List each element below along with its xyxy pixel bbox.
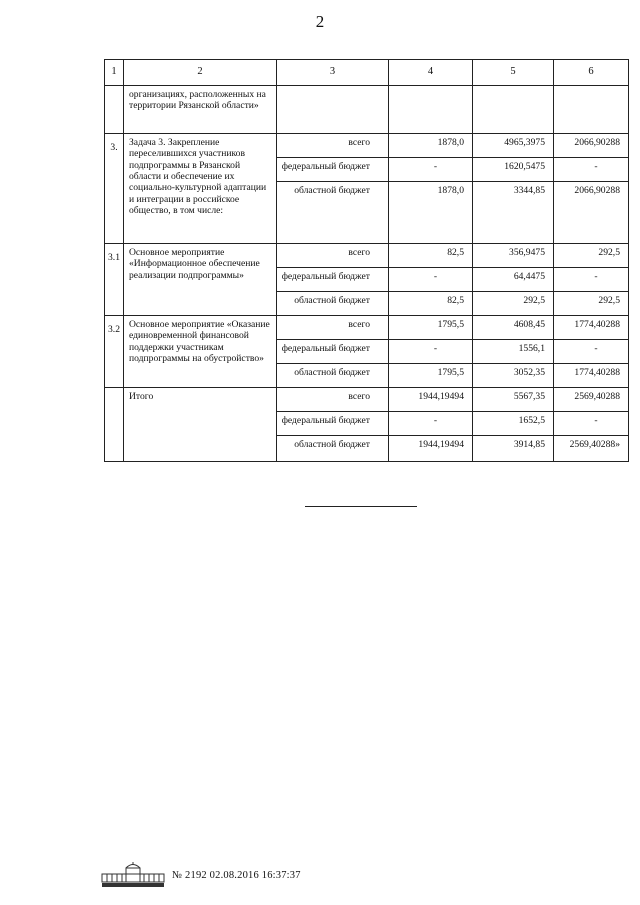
value-cell: 1878,0 <box>389 134 473 158</box>
table-header-row <box>105 60 629 86</box>
table-row <box>105 388 629 412</box>
value-cell: 5567,35 <box>473 388 554 412</box>
measure-name: Основное мероприятие «Оказание единовременной финансовой поддержки участникам подпрограммы на обустройство» <box>124 316 277 388</box>
value-cell: 1944,19494 <box>389 436 473 462</box>
funding-source: областной бюджет <box>277 182 389 244</box>
funding-source: федеральный бюджет <box>277 268 389 292</box>
value-cell: 4965,3975 <box>473 134 554 158</box>
value-cell: 2569,40288» <box>554 436 629 462</box>
value-cell: - <box>554 412 629 436</box>
value-cell: 1652,5 <box>473 412 554 436</box>
budget-table <box>104 59 629 462</box>
value-cell: - <box>554 268 629 292</box>
funding-source: всего <box>277 316 389 340</box>
value-cell: 4608,45 <box>473 316 554 340</box>
table-row <box>105 244 629 268</box>
funding-source: федеральный бюджет <box>277 412 389 436</box>
value-cell: - <box>389 412 473 436</box>
column-header: 2 <box>124 60 277 86</box>
page-number: 2 <box>315 12 325 31</box>
value-cell: 356,9475 <box>473 244 554 268</box>
value-cell: 1774,40288 <box>554 316 629 340</box>
value-cell: 3052,35 <box>473 364 554 388</box>
continuation-text: организациях, расположенных на территории Рязанской области» <box>124 86 277 134</box>
value-cell: 64,4475 <box>473 268 554 292</box>
funding-source: всего <box>277 134 389 158</box>
value-cell: 82,5 <box>389 292 473 316</box>
continuation-row <box>105 86 629 134</box>
funding-source: всего <box>277 388 389 412</box>
funding-source: всего <box>277 244 389 268</box>
column-header: 3 <box>277 60 389 86</box>
value-cell: 3914,85 <box>473 436 554 462</box>
separator-line <box>305 506 417 507</box>
value-cell: 82,5 <box>389 244 473 268</box>
value-cell: 1795,5 <box>389 364 473 388</box>
row-number <box>105 388 124 462</box>
funding-source: федеральный бюджет <box>277 340 389 364</box>
registration-stamp-text: № 2192 02.08.2016 16:37:37 <box>172 869 301 881</box>
value-cell: - <box>389 158 473 182</box>
value-cell: 2066,90288 <box>554 182 629 244</box>
value-cell: - <box>554 340 629 364</box>
value-cell: 3344,85 <box>473 182 554 244</box>
value-cell: 292,5 <box>554 244 629 268</box>
value-cell: 2066,90288 <box>554 134 629 158</box>
column-header: 4 <box>389 60 473 86</box>
document-stamp <box>100 862 301 888</box>
table-row <box>105 134 629 158</box>
government-building-icon <box>100 862 166 888</box>
value-cell: 1944,19494 <box>389 388 473 412</box>
table-row <box>105 316 629 340</box>
value-cell: 292,5 <box>554 292 629 316</box>
value-cell: 1795,5 <box>389 316 473 340</box>
value-cell: 1556,1 <box>473 340 554 364</box>
funding-source: федеральный бюджет <box>277 158 389 182</box>
measure-name: Основное мероприятие «Информационное обеспечение реализации подпрограммы» <box>124 244 277 316</box>
column-header: 1 <box>105 60 124 86</box>
column-header: 5 <box>473 60 554 86</box>
value-cell: 1620,5475 <box>473 158 554 182</box>
value-cell: - <box>389 340 473 364</box>
value-cell: - <box>389 268 473 292</box>
value-cell: 292,5 <box>473 292 554 316</box>
row-number: 3.1 <box>105 244 124 316</box>
funding-source: областной бюджет <box>277 292 389 316</box>
value-cell: 2569,40288 <box>554 388 629 412</box>
measure-name: Итого <box>124 388 277 462</box>
row-number: 3.2 <box>105 316 124 388</box>
value-cell: 1774,40288 <box>554 364 629 388</box>
row-number: 3. <box>105 134 124 244</box>
funding-source: областной бюджет <box>277 364 389 388</box>
measure-name: Задача 3. Закрепление переселившихся участников подпрограммы в Рязанской области и обеспечение их социально-культурной адаптации и интеграции в российское общество, в том числе: <box>124 134 277 244</box>
value-cell: 1878,0 <box>389 182 473 244</box>
funding-source: областной бюджет <box>277 436 389 462</box>
column-header: 6 <box>554 60 629 86</box>
value-cell: - <box>554 158 629 182</box>
